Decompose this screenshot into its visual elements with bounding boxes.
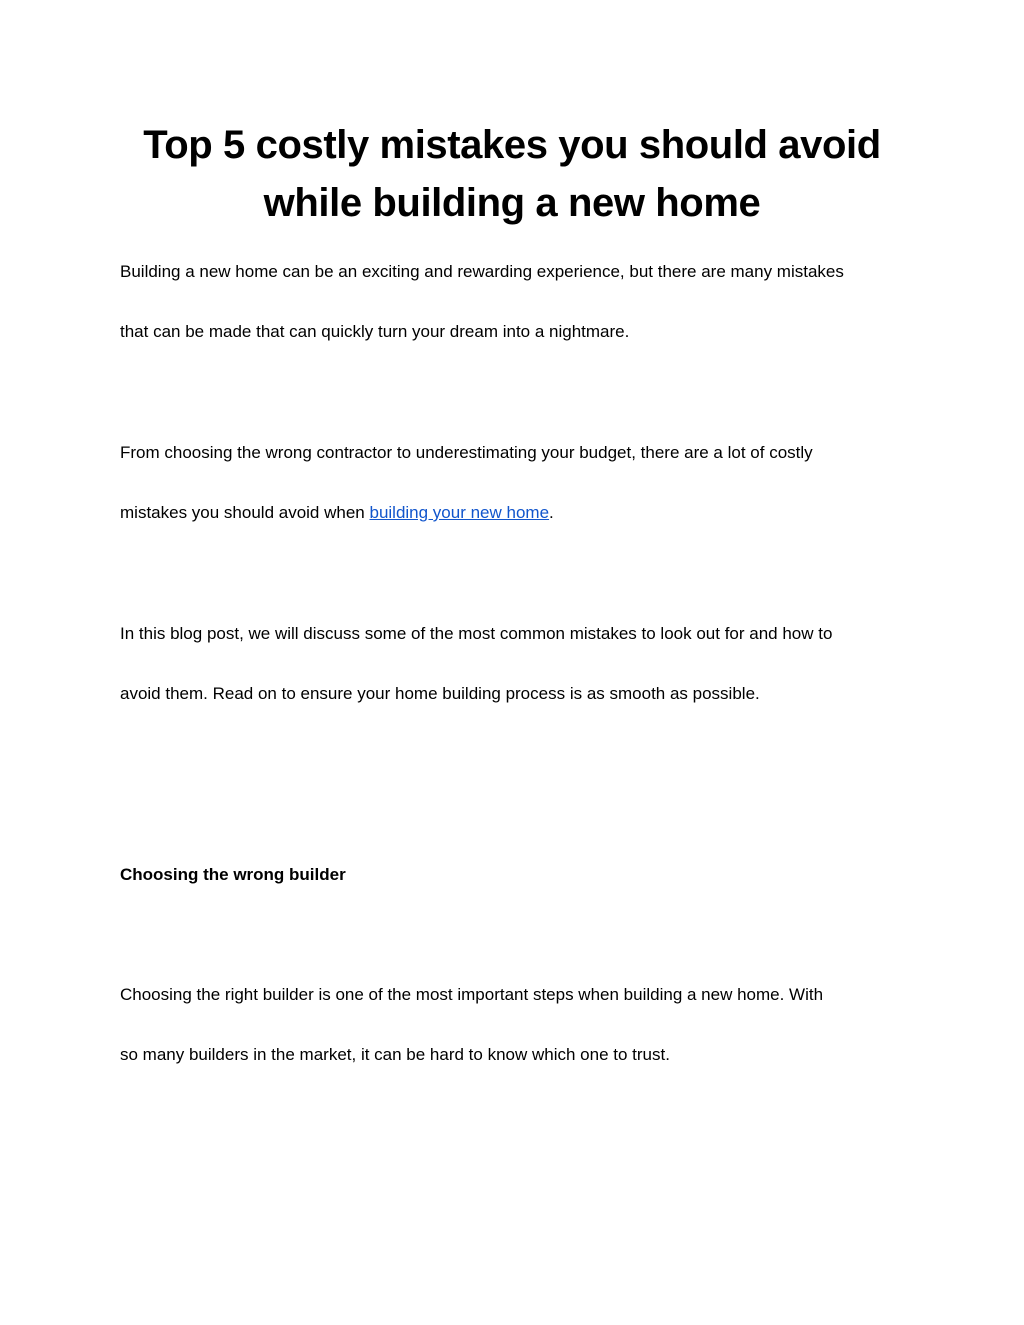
title-line-2: while building a new home [263,181,761,225]
mistakes-paragraph-line-2 [120,483,920,543]
blog-intro-paragraph-line-1: In this blog post, we will discuss some of the most common mistakes to look out for and how to [120,624,833,643]
mistakes-paragraph-text-after-link: . [549,503,554,522]
intro-paragraph-line-2: that can be made that can quickly turn your dream into a nightmare. [120,322,630,341]
section-heading: Choosing the wrong builder [120,865,346,884]
blog-intro-paragraph-line-2: avoid them. Read on to ensure your home building process is as smooth as possible. [120,684,760,703]
mistakes-paragraph-text-before-link: mistakes you should avoid when [120,503,370,522]
section-paragraph [120,965,920,1085]
section-paragraph-line-2: so many builders in the market, it can be hard to know which one to trust. [120,1045,670,1064]
intro-paragraph-line-1: Building a new home can be an exciting and rewarding experience, but there are many mistakes [120,262,844,281]
blog-intro-paragraph [120,604,920,724]
title-line-1: Top 5 costly mistakes you should avoid [143,123,881,167]
building-your-new-home-link[interactable]: building your new home [369,503,550,522]
mistakes-paragraph-line-1: From choosing the wrong contractor to underestimating your budget, there are a lot of costly [120,443,813,462]
intro-paragraph [120,242,920,362]
mistakes-paragraph [120,423,920,543]
section-paragraph-line-1: Choosing the right builder is one of the most important steps when building a new home. With [120,985,824,1004]
page-title [120,116,904,232]
